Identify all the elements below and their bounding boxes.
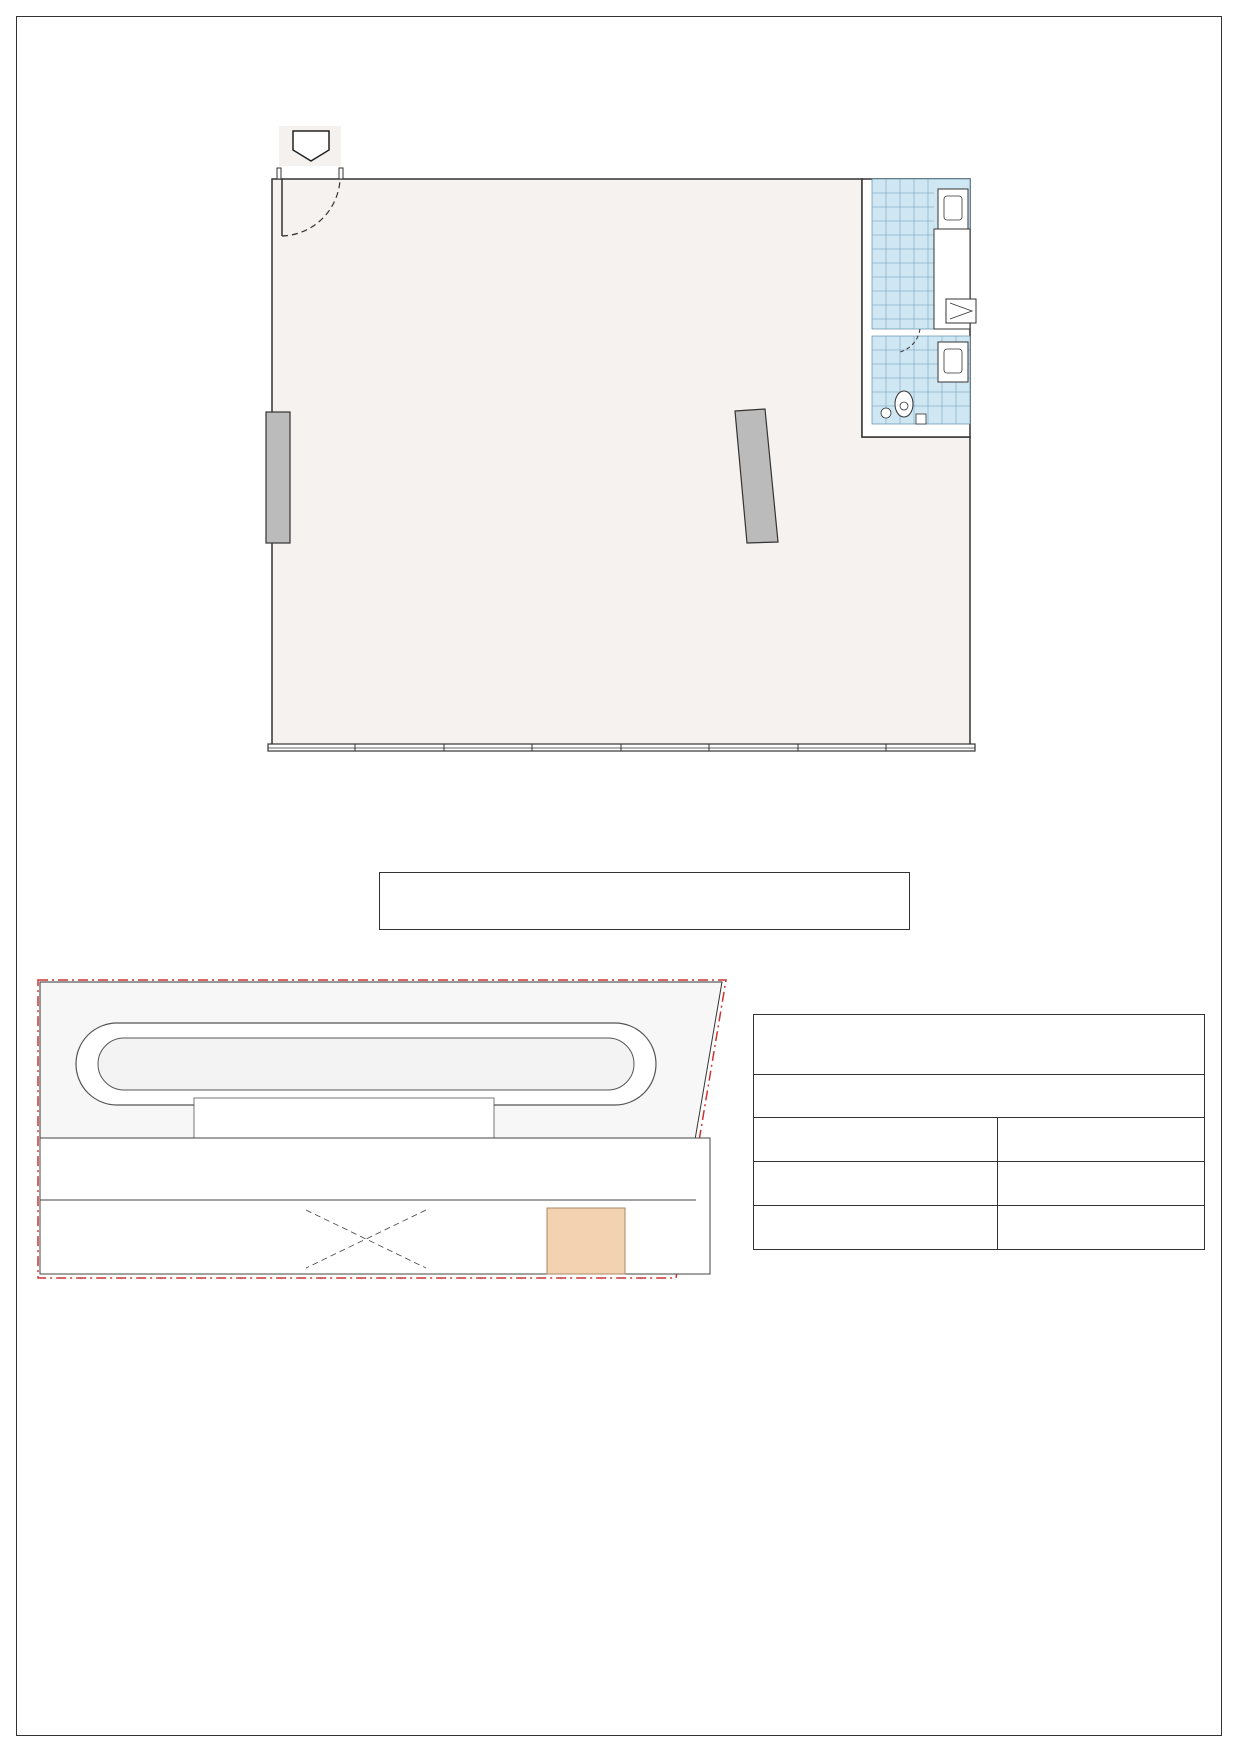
area-spec-table <box>753 1014 1205 1250</box>
unit-floor-plan <box>0 0 1241 800</box>
toilet <box>895 391 913 417</box>
spec-heading <box>754 1015 1204 1075</box>
terrace-area-row <box>754 1162 1204 1206</box>
unit-title <box>379 872 910 930</box>
sink-upper <box>938 189 968 229</box>
total-area-row <box>754 1206 1204 1249</box>
key-plan <box>36 978 736 1278</box>
column-left <box>266 412 290 543</box>
sink-lower <box>938 342 968 382</box>
suite-area-row <box>754 1118 1204 1162</box>
unit-no-row <box>754 1075 1204 1118</box>
highlighted-unit <box>547 1208 625 1274</box>
